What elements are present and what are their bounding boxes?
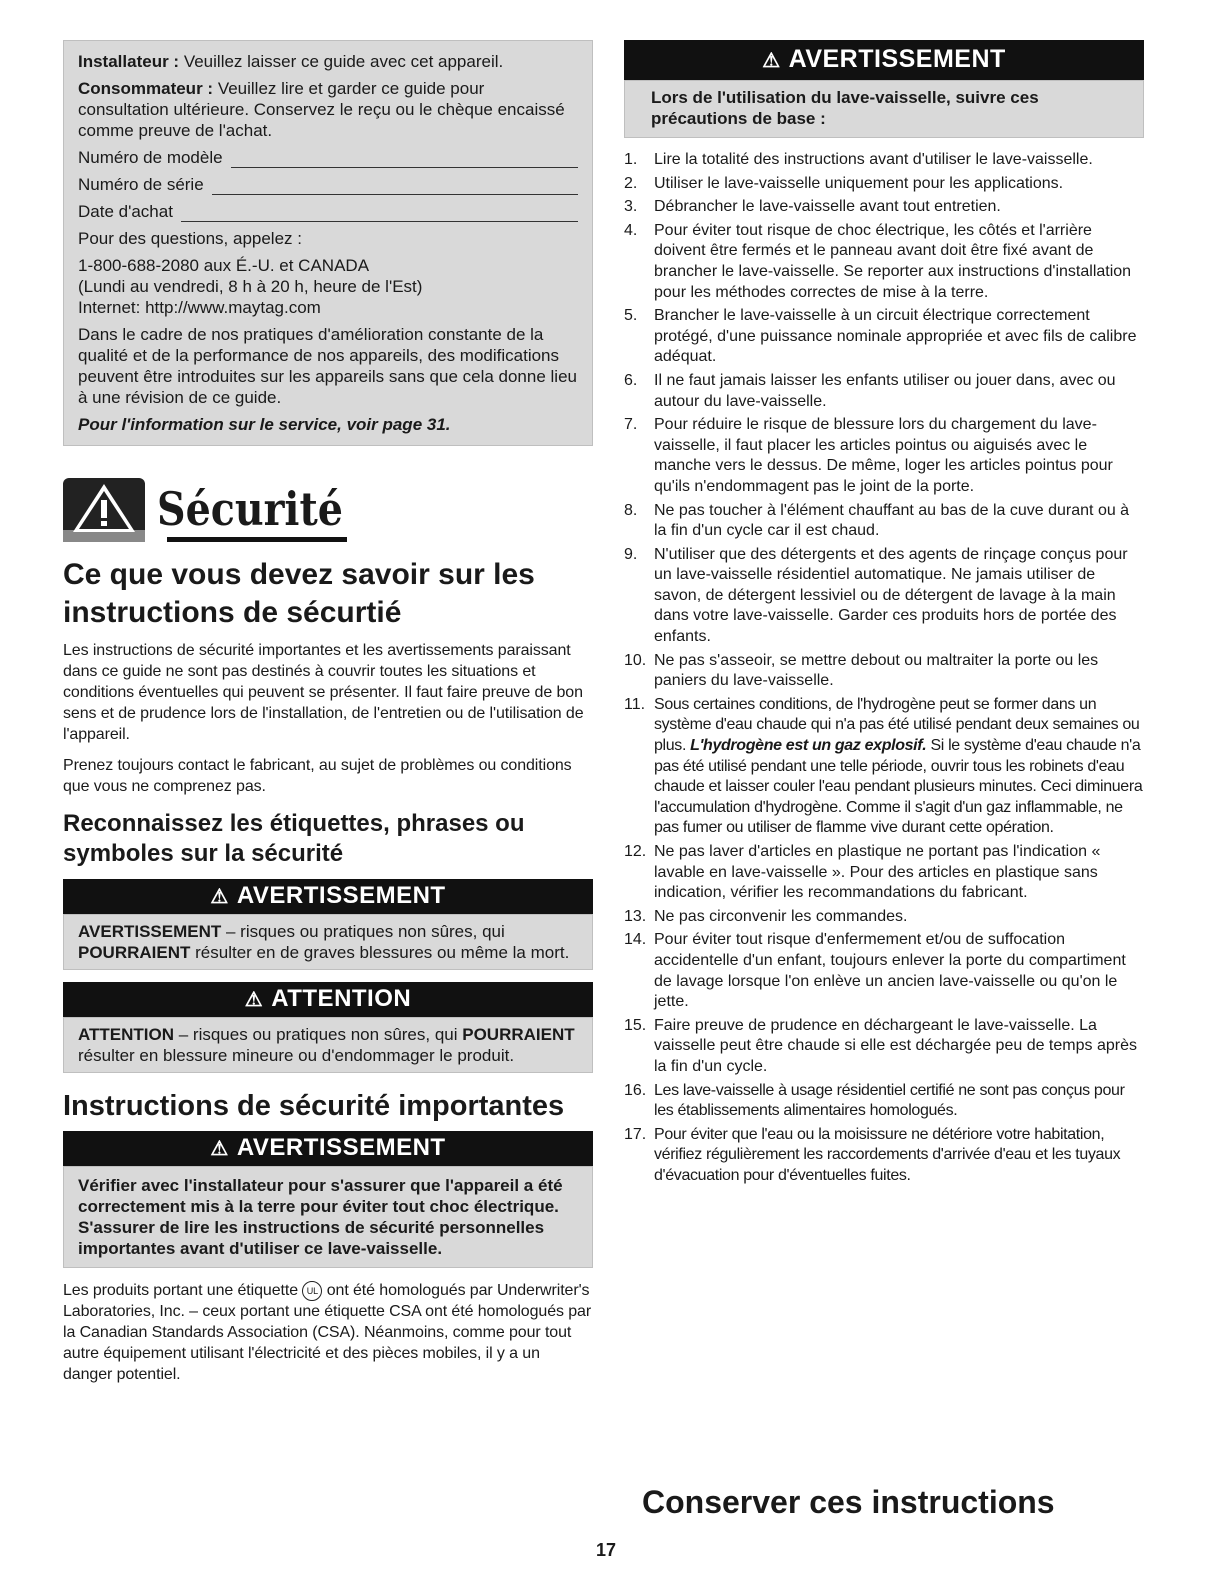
- questions-label: Pour des questions, appelez :: [78, 229, 302, 248]
- right-column: [624, 40, 1144, 1190]
- installer-line: [78, 51, 578, 72]
- usage-warning-box: [624, 40, 1144, 138]
- caution-could-term: POURRAIENT: [462, 1025, 575, 1044]
- warning-triangle-icon: ⚠: [244, 989, 264, 1011]
- left-column: [63, 40, 593, 1395]
- improvement-notice: Dans le cadre de nos pratiques d'amélioration constante de la qualité et de la performance de nos appareils, des modifications peuvent être introduites sur les appareils sans que cela donne lieu à une révision de ce guide.: [78, 325, 577, 407]
- caution-label-bar: [63, 982, 593, 1017]
- warning-label-title: AVERTISSEMENT: [236, 882, 446, 909]
- warning-triangle-icon: ⚠: [210, 1138, 229, 1160]
- ground-warning-bar: [63, 1131, 593, 1166]
- intro-paragraph-2: Prenez toujours contact le fabricant, au sujet de problèmes ou conditions que vous ne comprenez pas.: [63, 757, 572, 795]
- installer-label: Installateur :: [78, 52, 180, 71]
- caution-def-part1: – risques ou pratiques non sûres, qui: [174, 1025, 463, 1044]
- warning-label-box: [63, 879, 593, 970]
- list-item: 4. Pour éviter tout risque de choc électrique, les côtés et l'arrière doivent être fermés et le panneau avant doit être fixé avant de brancher le lave-vaisselle. Se reporter aux instructions d'installation pour les méthodes correctes de mise à la terre.: [624, 221, 1132, 301]
- usage-warning-body: [624, 80, 1144, 138]
- ground-warning-title: AVERTISSEMENT: [236, 1134, 446, 1161]
- caution-label-box: [63, 982, 593, 1073]
- serial-number-field: [78, 174, 578, 195]
- warning-term: AVERTISSEMENT: [78, 922, 222, 941]
- ul-paragraph: [63, 1280, 593, 1385]
- installer-text: Veuillez laisser ce guide avec cet appareil.: [183, 52, 504, 71]
- safety-steps-list: [624, 150, 1144, 1187]
- list-item: 2. Utiliser le lave-vaisselle uniquement pour les applications.: [624, 174, 1064, 192]
- warning-could-term: POURRAIENT: [78, 943, 191, 962]
- list-item: 8. Ne pas toucher à l'élément chauffant au bas de la cuve durant ou à la fin d'un cycle car il est chaud.: [624, 501, 1130, 540]
- list-item: 10. Ne pas s'asseoir, se mettre debout ou maltraiter la porte ou les paniers du lave-vaisselle.: [624, 651, 1099, 690]
- ground-warning-box: [63, 1131, 593, 1268]
- list-item: 1. Lire la totalité des instructions avant d'utiliser le lave-vaisselle.: [624, 151, 1093, 168]
- caution-label-body: [63, 1017, 593, 1073]
- list-item: 15. Faire preuve de prudence en déchargeant le lave-vaisselle. La vaisselle peut être chaude si elle est déchargée peu de temps après la fin d'un cycle.: [624, 1016, 1137, 1075]
- ground-warning-text: Vérifier avec l'installateur pour s'assurer que l'appareil a été correctement mis à la terre pour éviter tout choc électrique. S'assurer de lire les instructions de sécurité personnelles importantes avant d'utiliser ce lave-vaisselle.: [78, 1176, 563, 1258]
- purchase-date-label: Date d'achat: [78, 202, 173, 221]
- caution-def-part2: résulter en blessure mineure ou d'endommager le produit.: [78, 1046, 515, 1065]
- consumer-label: Consommateur :: [78, 79, 214, 98]
- consumer-text: Veuillez lire et garder ce guide pour consultation ultérieure. Conservez le reçu ou le chèque encaissé comme preuve de l'achat.: [78, 79, 565, 140]
- list-item: 9. N'utiliser que des détergents et des agents de rinçage conçus pour un lave-vaisselle résidentiel automatique. Ne jamais utiliser de savon, de détergent lessiviel ou de détergent de lavage à la main dans votre lave-vaisselle. Garder ces produits hors de portée des enfants.: [624, 545, 1128, 646]
- warning-definition: [78, 921, 580, 963]
- warning-def-part2: résulter en de graves blessures ou même la mort.: [190, 943, 570, 962]
- list-item: 3. Débrancher le lave-vaisselle avant tout entretien.: [624, 198, 1001, 216]
- ground-warning-body: [63, 1166, 593, 1268]
- caution-term: ATTENTION: [78, 1025, 175, 1044]
- installer-info-box: [63, 40, 593, 446]
- intro-paragraph-1: Les instructions de sécurité importantes et les avertissements paraissant dans ce guide ne sont pas destinés à couvrir toutes les situations et conditions éventuelles qui peuvent se présenter. Il faut faire preuve de bon sens et de prudence lors de l'installation, de l'entretien ou de l'utilisation de l'appareil.: [63, 642, 584, 743]
- warning-def-part1: – risques ou pratiques non sûres, qui: [221, 922, 505, 941]
- safety-title-underline: [167, 537, 347, 542]
- ul-paragraph-end: ont été homologués par Underwriter's Laboratories, Inc. – ceux portant une étiquette CSA ont été homologués par la Canadian Standards Association (CSA). Néanmoins, comme pour tout autre équipement utilisant l'électricité et des pièces mobiles, il y a un danger potentiel.: [63, 1282, 592, 1383]
- list-item: 5. Brancher le lave-vaisselle à un circuit électrique correctement protégé, d'une puissance nominale appropriée et avec fils de calibre adéquat.: [624, 307, 1137, 366]
- model-number-label: Numéro de modèle: [78, 148, 223, 167]
- support-hours: (Lundi au vendredi, 8 h à 20 h, heure de l'Est): [78, 277, 423, 296]
- recognize-heading: Reconnaissez les étiquettes, phrases ou symboles sur la sécurité: [63, 810, 525, 867]
- serial-number-line: [212, 180, 578, 195]
- ul-listed-icon: UL: [302, 1281, 322, 1301]
- list-item: 16. Les lave-vaisselle à usage résidentiel certifié ne sont pas conçus pour les établissements alimentaires homologués.: [624, 1081, 1125, 1120]
- consumer-line: [78, 78, 578, 141]
- purchase-date-field: [78, 201, 578, 222]
- usage-warning-title: AVERTISSEMENT: [788, 45, 1006, 73]
- warning-triangle-icon: ⚠: [762, 50, 781, 72]
- hydrogen-warning: L'hydrogène est un gaz explosif.: [690, 737, 927, 755]
- warning-label-bar: [63, 879, 593, 914]
- list-item: 12. Ne pas laver d'articles en plastique ne portant pas l'indication « lavable en lave-vaisselle ». Pour des articles en plastique sans indication, vérifier les recommandations du fabricant.: [624, 843, 1101, 902]
- service-note: Pour l'information sur le service, voir page 31.: [78, 415, 451, 434]
- caution-definition: [78, 1024, 580, 1066]
- serial-number-label: Numéro de série: [78, 175, 204, 194]
- ul-paragraph-start: Les produits portant une étiquette: [63, 1282, 298, 1299]
- usage-warning-bar: [624, 40, 1144, 80]
- list-item: 6. Il ne faut jamais laisser les enfants utiliser ou jouer dans, avec ou autour du lave-vaisselle.: [624, 371, 1116, 410]
- page-number: 17: [596, 1540, 617, 1560]
- intro-heading: Ce que vous devez savoir sur les instructions de sécurtié: [63, 558, 535, 629]
- safety-alert-icon: [63, 478, 145, 542]
- list-item: 11. Sous certaines conditions, de l'hydrogène peut se former dans un système d'eau chaude qui n'a pas été utilisé pendant deux semaines ou plus. L'hydrogène est un gaz explosif. Si le système d'eau chaude n'a pas été utilisé pendant une telle période, ouvrir tous les robinets d'eau chaude et laisser couler l'eau pendant plusieurs minutes. Ceci diminuera l'accumulation d'hydrogène. Comme il s'agit d'un gaz inflammable, ne pas fumer ou utiliser de flamme vive durant cette opération.: [624, 695, 1143, 837]
- list-item: 17. Pour éviter que l'eau ou la moisissure ne détériore votre habitation, vérifiez régulièrement les raccordements d'arrivée d'eau et les tuyaux d'évacuation pour d'éventuelles fuites.: [624, 1125, 1121, 1184]
- list-item: 7. Pour réduire le risque de blessure lors du chargement du lave-vaisselle, il faut placer les articles pointus ou aiguisés avec le manche vers le dessus. De même, loger les articles pointus pour qu'ils n'endommagent pas le joint de la porte.: [624, 416, 1113, 495]
- internet-link[interactable]: Internet: http://www.maytag.com: [78, 298, 321, 317]
- list-item: 14. Pour éviter tout risque d'enfermement et/ou de suffocation accidentelle d'un enfant, toujours enlever la porte du compartiment de lavage lorsque l'on enlève un ancien lave-vaisselle ou qu'on le jette.: [624, 931, 1126, 1011]
- safety-title-wrap: [157, 483, 373, 542]
- warning-triangle-icon: ⚠: [210, 886, 229, 908]
- safety-header: [63, 470, 593, 542]
- important-heading: Instructions de sécurité importantes: [63, 1090, 565, 1122]
- closing-heading: Conserver ces instructions: [642, 1484, 1055, 1520]
- purchase-date-line: [181, 207, 578, 222]
- phone-number: 1-800-688-2080 aux É.-U. et CANADA: [78, 256, 370, 275]
- list-item: 13. Ne pas circonvenir les commandes.: [624, 907, 908, 925]
- model-number-line: [231, 153, 578, 168]
- usage-warning-lead: Lors de l'utilisation du lave-vaisselle, suivre ces précautions de base :: [651, 88, 1039, 128]
- safety-title: Sécurité: [157, 482, 343, 536]
- caution-label-title: ATTENTION: [271, 985, 412, 1012]
- warning-label-body: [63, 914, 593, 970]
- model-number-field: [78, 147, 578, 168]
